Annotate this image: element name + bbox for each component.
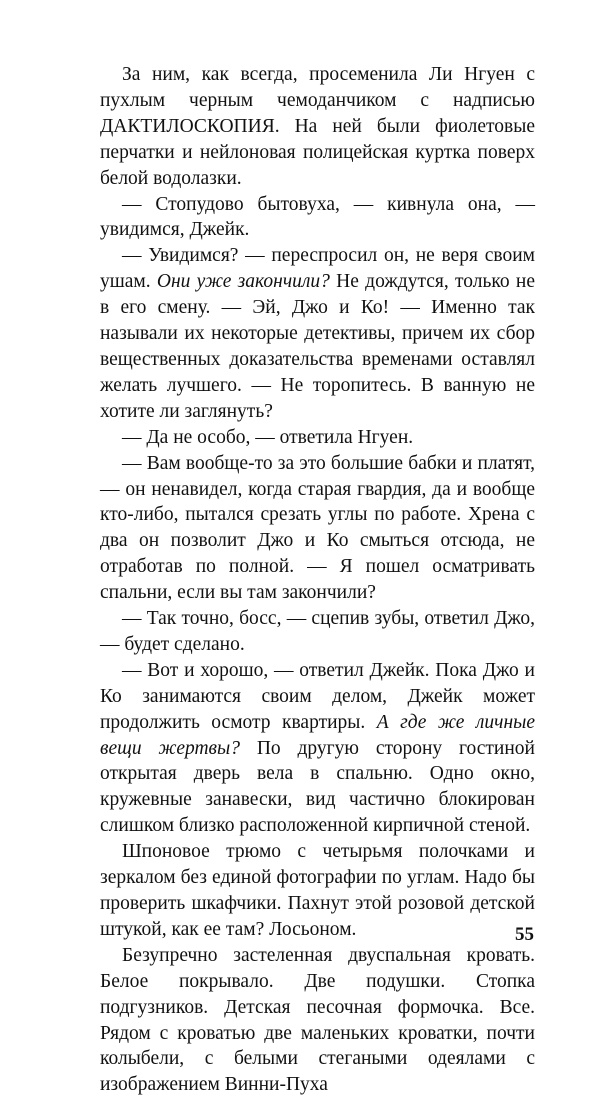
text-run: — Увидимся? — переспросил он, не веря своим ушам. bbox=[100, 245, 535, 293]
paragraph bbox=[100, 62, 535, 192]
text-run: — Вот и хорошо, — ответил Джейк. Пока Джо и Ко занимаются своим делом, Джейк может продолжить осмотр квартиры. bbox=[100, 659, 535, 733]
text-run: Не дождутся, только не в его смену. — Эй, Джо и Ко! — Именно так называли их некоторые детективы, причем их сбор вещественных доказательства временами оставлял желать лучшего. — Не торопитесь. В ванную не хотите ли заглянуть? bbox=[100, 271, 535, 422]
text-run: За ним, как всегда, просеменила Ли Нгуен с пухлым черным чемоданчиком с надписью ДАКТИЛОСКОПИЯ. На ней были фиолетовые перчатки и нейлоновая полицейская куртка поверх белой водолазки. bbox=[100, 64, 535, 189]
paragraph bbox=[100, 192, 535, 244]
page-text bbox=[100, 62, 535, 1098]
paragraph bbox=[100, 943, 535, 1098]
text-run: Шпоновое трюмо с четырьмя полочками и зеркалом без единой фотографии по углам. Надо бы проверить шкафчики. Пахнут этой розовой детской штукой, как ее там? Лосьоном. bbox=[100, 841, 535, 940]
page-number: 55 bbox=[515, 924, 534, 945]
paragraph bbox=[100, 425, 535, 451]
text-run: — Стопудово бытовуха, — кивнула она, — увидимся, Джейк. bbox=[100, 193, 535, 241]
paragraph bbox=[100, 243, 535, 424]
text-run: — Так точно, босс, — сцепив зубы, ответил Джо, — будет сделано. bbox=[100, 608, 535, 655]
paragraph bbox=[100, 839, 535, 943]
text-run: По другую сторону гостиной открытая дверь вела в спальню. Одно окно, кружевные занавески, вид частично блокирован слишком близко расположенной кирпичной стеной. bbox=[100, 737, 535, 837]
paragraph bbox=[100, 451, 535, 606]
text-run: Безупречно застеленная двуспальная кровать. Белое покрывало. Две подушки. Стопка подгузников. Детская песочная формочка. Все. Рядом с кроватью две маленьких кроватки, почти колыбели, с белыми стегаными одеялами с изображением Винни-Пуха bbox=[100, 944, 535, 1096]
italic-text-run: Они уже закончили? bbox=[156, 271, 330, 293]
paragraph bbox=[100, 606, 535, 658]
text-run: — Вам вообще-то за это большие бабки и платят, — он ненавидел, когда старая гвардия, да и вообще кто-либо, пытался срезать углы по работе. Хрена с два он позволит Джо и Ко смыться отсюда, не отработав по полной. — Я пошел осматривать спальни, если вы там закончили? bbox=[100, 452, 535, 604]
italic-text-run: А где же личные вещи жертвы? bbox=[100, 711, 535, 759]
paragraph bbox=[100, 658, 535, 839]
text-run: — Да не особо, — ответила Нгуен. bbox=[122, 426, 414, 448]
